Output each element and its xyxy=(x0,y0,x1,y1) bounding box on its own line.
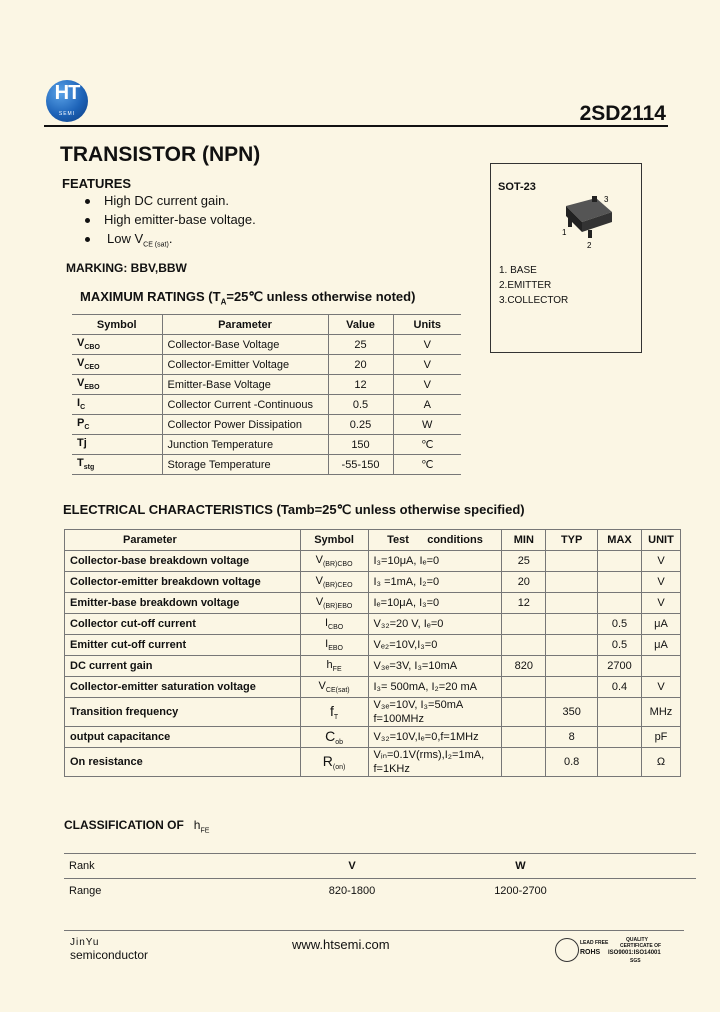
header-rule xyxy=(44,125,668,127)
table-row: $P_C$ Collector Power Dissipation 0.25 W xyxy=(72,415,461,435)
company-tagline: semiconductor xyxy=(70,948,149,962)
table-row: Emitter cut-off current $I_{EBO}$ Vₑ₂=10V,I₃=0 0.5 μA xyxy=(65,635,681,656)
marking: MARKING: BBV,BBW xyxy=(66,261,187,275)
table-row: DC current gain $h_{FE}$ V₃ₑ=3V, I₃=10mA 820 2700 xyxy=(65,656,681,677)
cert-certificate-of: CERTIFICATE OF xyxy=(620,943,662,949)
table-row: Collector-base breakdown voltage $V_{(BR)CBO}$ I₃=10μA, Iₑ=0 25 V xyxy=(65,551,681,572)
cert-rohs: ROHS xyxy=(580,949,601,956)
website-link[interactable]: www.htsemi.com xyxy=(292,937,390,952)
cert-quality: QUALITY xyxy=(626,937,648,943)
features-heading: FEATURES xyxy=(62,176,132,191)
table-row: $V_{CEO}$ Collector-Emitter Voltage 20 V xyxy=(72,355,461,375)
classification-table xyxy=(64,853,696,903)
table-row: $V_{EBO}$ Emitter-Base Voltage 12 V xyxy=(72,375,461,395)
pin-base: 1. BASE xyxy=(499,265,537,276)
logo-subtext: SEMI xyxy=(58,111,76,117)
max-ratings-heading: MAXIMUM RATINGS ($T_A=25℃$ unless otherwise noted) xyxy=(80,289,416,307)
table-row: On resistance $R_{(on)}$ Vᵢₙ=0.1V(rms),I₂=1mA, f=1KHz 0.8 Ω xyxy=(65,748,681,777)
electrical-table xyxy=(64,529,681,777)
table-row: Collector-emitter breakdown voltage $V_{(BR)CEO}$ I₃ =1mA, I₂=0 20 V xyxy=(65,572,681,593)
table-row: Transition frequency $f_T$ V₃ₑ=10V, I₃=50mA f=100MHz 350 MHz xyxy=(65,698,681,727)
table-row: Rank V W xyxy=(64,854,696,879)
pin-emitter: 2.EMITTER xyxy=(499,280,552,291)
company-name: JinYu xyxy=(70,937,100,948)
max-ratings-table xyxy=(72,314,461,475)
logo-text: HT xyxy=(54,82,80,104)
part-number: 2SD2114 xyxy=(579,102,666,125)
classification-heading: CLASSIFICATION OF $h_{FE}$ xyxy=(64,818,210,835)
pin-collector: 3.COLLECTOR xyxy=(499,295,569,306)
table-row: Collector-emitter saturation voltage $V_{CE(sat)}$ I₃= 500mA, I₂=20 mA 0.4 V xyxy=(65,677,681,698)
cert-iso: ISO9001:ISO14001 xyxy=(608,950,661,956)
table-row: $I_C$ Collector Current -Continuous 0.5 A xyxy=(72,395,461,415)
pin-label: 3 xyxy=(604,195,609,204)
table-header-row: Parameter Symbol Test conditions MIN TYP MAX UNIT xyxy=(65,530,681,551)
cert-leadfree: LEAD FREE xyxy=(580,940,609,946)
sot23-package-icon xyxy=(552,192,620,250)
footer-rule xyxy=(64,930,684,931)
pin-label: 2 xyxy=(587,241,592,250)
page-title: TRANSISTOR (NPN) xyxy=(60,143,261,166)
pin-label: 1 xyxy=(562,228,567,237)
table-row: Range 820-1800 1200-2700 xyxy=(64,879,696,904)
table-row: $T_{stg}$ Storage Temperature -55-150 ℃ xyxy=(72,455,461,475)
electrical-heading: ELECTRICAL CHARACTERISTICS (Tamb=25℃ unless otherwise specified) xyxy=(63,502,525,517)
cert-sgs: SGS xyxy=(630,958,641,964)
pb-free-icon xyxy=(555,938,579,962)
table-row: Collector cut-off current $I_{CBO}$ V₃₂=20 V, Iₑ=0 0.5 μA xyxy=(65,614,681,635)
feature-item: High emitter-base voltage. xyxy=(88,212,256,227)
table-row: Emitter-base breakdown voltage $V_{(BR)EBO}$ Iₑ=10μA, I₃=0 12 V xyxy=(65,593,681,614)
table-row: Tj Junction Temperature 150 ℃ xyxy=(72,435,461,455)
package-name: SOT-23 xyxy=(498,181,536,193)
feature-item: Low $V_{CE (sat)}$. xyxy=(88,231,172,249)
table-header-row: Symbol Parameter Value Units xyxy=(72,315,461,335)
table-row: output capacitance $C_{ob}$ V₃₂=10V,Iₑ=0,f=1MHz 8 pF xyxy=(65,727,681,748)
table-row: $V_{CBO}$ Collector-Base Voltage 25 V xyxy=(72,335,461,355)
feature-item: High DC current gain. xyxy=(88,193,229,208)
